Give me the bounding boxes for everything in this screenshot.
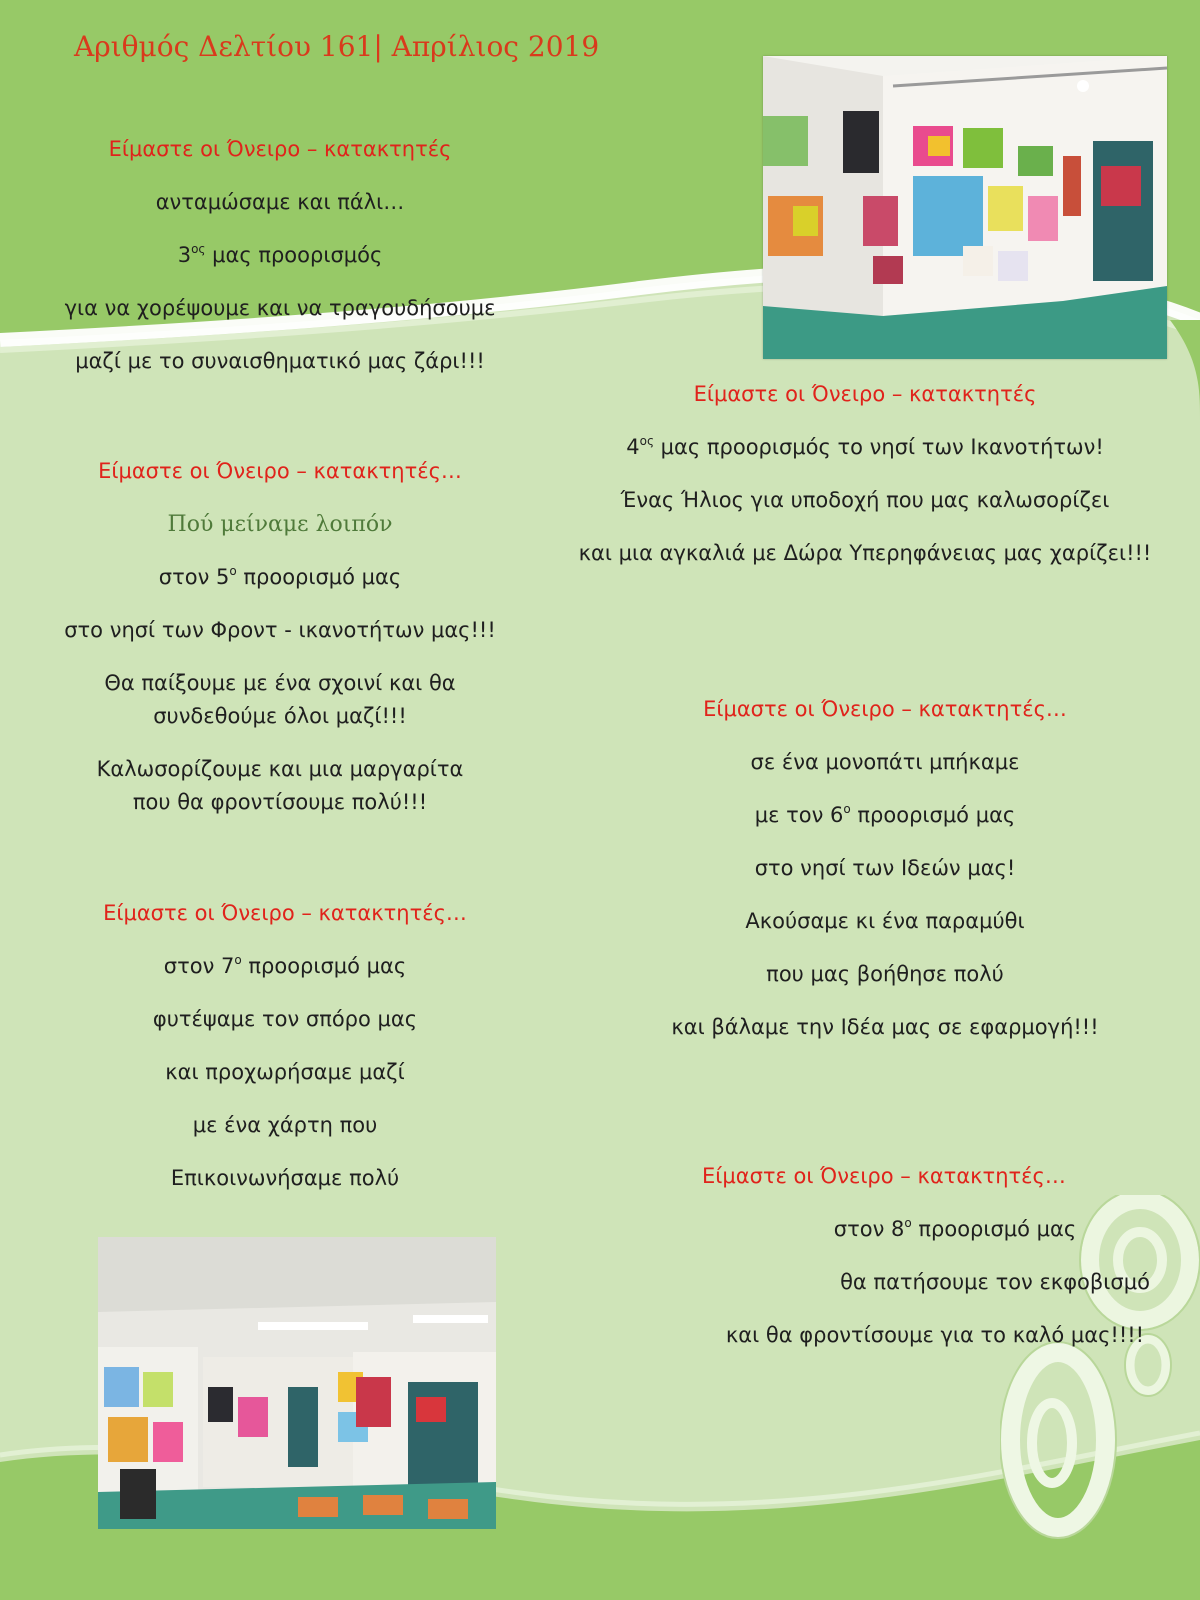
text-line: που μας βοήθησε πολύ: [766, 962, 1004, 986]
text-line: με τον $6^o$ προορισμό μας: [754, 802, 1016, 827]
section-heading: Είμαστε οι Όνειρο – κατακτητές…: [702, 1164, 1066, 1188]
section-dream-conquerors-3: [30, 133, 530, 398]
section-dream-conquerors-6: [630, 693, 1140, 1064]
text-line: και προχωρήσαμε μαζί: [165, 1060, 405, 1084]
text-line: θα πατήσουμε τον εκφοβισμό: [840, 1270, 1150, 1294]
section-heading: Είμαστε οι Όνειρο – κατακτητές: [108, 137, 452, 161]
text-line: ανταμώσαμε και πάλι…: [155, 190, 405, 214]
section-heading: Είμαστε οι Όνειρο – κατακτητές: [693, 382, 1037, 406]
text-line: και θα φροντίσουμε για το καλό μας!!!!: [725, 1323, 1145, 1347]
text-line: Καλωσορίζουμε και μια μαργαρίτα που θα φροντίσουμε πολύ!!!: [96, 757, 464, 814]
text-line: $4^{o\varsigma}$ μας προορισμός το νησί των Ικανοτήτων!: [626, 434, 1104, 459]
section-heading: Είμαστε οι Όνειρο – κατακτητές…: [703, 697, 1067, 721]
text-line: Επικοινωνήσαμε πολύ: [170, 1166, 400, 1190]
text-line: Ακούσαμε κι ένα παραμύθι: [745, 909, 1025, 933]
section-subheading: Πού μείναμε λοιπόν: [167, 512, 393, 537]
text-line: Ένας Ήλιος για υποδοχή που μας καλωσορίζει: [620, 488, 1110, 512]
text-line: με ένα χάρτη που: [192, 1113, 378, 1137]
text-line: και βάλαμε την Ιδέα μας σε εφαρμογή!!!: [671, 1015, 1099, 1039]
section-dream-conquerors-4: [560, 378, 1170, 590]
section-dream-conquerors-7: [55, 897, 515, 1215]
text-line: σε ένα μονοπάτι μπήκαμε: [750, 750, 1020, 774]
text-line: $3^{o\varsigma}$ μας προορισμός: [177, 242, 383, 267]
section-dream-conquerors-5: [60, 455, 500, 839]
text-line: στο νησί των Ιδεών μας!: [754, 856, 1016, 880]
section-dream-conquerors-8: [680, 1160, 1170, 1372]
text-line: στον $5^o$ προορισμό μας: [158, 564, 402, 589]
text-line: για να χορέψουμε και να τραγουδήσουμε: [64, 296, 496, 320]
text-line: στον $7^o$ προορισμό μας: [163, 953, 407, 978]
text-line: μαζί με το συναισθηματικό μας ζάρι!!!: [75, 349, 485, 373]
text-line: φυτέψαμε τον σπόρο μας: [152, 1007, 418, 1031]
text-line: στο νησί των Φροντ - ικανοτήτων μας!!!: [64, 618, 496, 642]
text-line: και μια αγκαλιά με Δώρα Υπερηφάνειας μας χαρίζει!!!: [578, 541, 1152, 565]
text-line: Θα παίξουμε με ένα σχοινί και θα συνδεθούμε όλοι μαζί!!!: [104, 671, 456, 728]
section-heading: Είμαστε οι Όνειρο – κατακτητές…: [103, 901, 467, 925]
bulletin-title: Αριθμός Δελτίου 161| Απρίλιος 2019: [74, 30, 600, 63]
text-line: στον $8^o$ προορισμό μας: [833, 1216, 1077, 1241]
classroom-photo-top: [763, 56, 1167, 359]
section-heading: Είμαστε οι Όνειρο – κατακτητές…: [98, 459, 462, 483]
hallway-photo-bottom: [98, 1237, 496, 1529]
